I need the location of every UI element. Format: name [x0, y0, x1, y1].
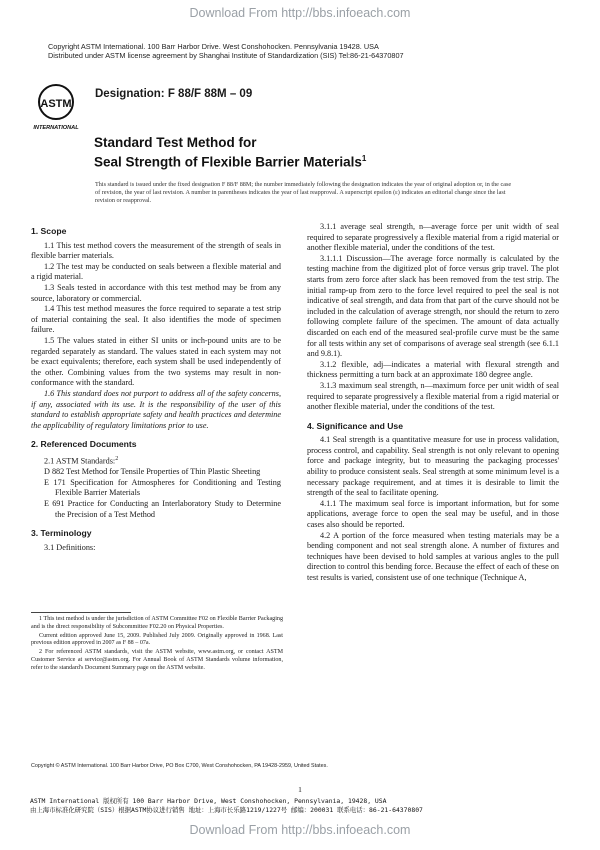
- scope-heading: 1. Scope: [31, 226, 67, 236]
- para-3-1-1-1: 3.1.1.1 Discussion—The average force normally is calculated by the testing machine from the digitized plot of force versus grip travel. The plot starts from zero force after slack has been removed from the test strip. The initial ramp-up from zero to the force level required to peel the seal is not indicative of seal strength, and data from that part of the curve should not be included in the calculation of average strength, nor should the return to zero following complete failure of the specimen. The amount of data actually discarded on each end of the measured seal-profile curve must be the same for all tests within any set of comparisons of average seal strength (see 6.1.1 and 9.8.1).: [307, 253, 559, 359]
- header-distribution: Distributed under ASTM license agreement by Shanghai Institute of Standardization (SIS) Tel:86-21-64370807: [48, 51, 404, 60]
- para-1-2: 1.2 The test may be conducted on seals between a flexible material and a rigid material.: [31, 261, 281, 282]
- title-footnote-mark: 1: [361, 154, 367, 163]
- astm-logo: [30, 80, 82, 132]
- para-4-1-1: 4.1.1 The maximum seal force is important information, but for some applications, average force to open the seal may be useful, and in those cases also should be reported.: [307, 498, 559, 530]
- footnote-2: 2 For referenced ASTM standards, visit the ASTM website, www.astm.org, or contact ASTM Customer Service at service@astm.org. For Annual Book of ASTM Standards volume information, refer to the standard's Document Summary page on the ASTM website.: [31, 649, 283, 671]
- standard-notice: This standard is issued under the fixed designation F 88/F 88M; the number immediately following the designation indicates the year of original adoption or, in the case of revision, the year of last revision. A number in parentheses indicates the year of last reapproval. A superscript epsilon (ε) indicates an editorial change since the last revision or reapproval.: [95, 181, 512, 204]
- para-1-6: 1.6 This standard does not purport to address all of the safety concerns, if any, associated with its use. It is the responsibility of the user of this standard to establish appropriate safety and health practices and determine the applicability of regulatory limitations prior to use.: [31, 388, 281, 430]
- footnote-1: 1 This test method is under the jurisdiction of ASTM Committee F02 on Flexible Barrier Packaging and is the direct responsibility of Subcommittee F02.20 on Physical Properties.: [31, 616, 283, 630]
- significance-heading: 4. Significance and Use: [307, 420, 403, 431]
- footnote-rule: [31, 612, 131, 613]
- watermark-top: Download From http://bbs.infoeach.com: [189, 6, 411, 20]
- para-3-1: 3.1 Definitions:: [44, 542, 96, 552]
- page-number: 1: [298, 785, 302, 794]
- watermark-bottom: Download From http://bbs.infoeach.com: [189, 823, 411, 837]
- para-3-1-2: 3.1.2 flexible, adj—indicates a material with flexural strength and thickness permitting a turn back at an approximate 180 degree angle.: [307, 359, 559, 380]
- footnotes: [31, 616, 283, 674]
- footnote-1-edition: Current edition approved June 15, 2009. Published July 2009. Originally approved in 1968. Last previous edition approved in 2007 as F 88 – 07a.: [31, 632, 283, 647]
- para-4-2: 4.2 A portion of the force measured when testing materials may be a bending component and not seal strength alone. A number of fixtures and techniques have been devised to hold samples at various angles to the pull direction to control this bending force. Because the effect of each of these on test results is varied, consistent use of one technique (Technique A,: [307, 530, 559, 582]
- para-1-1: 1.1 This test method covers the measurement of the strength of seals in flexible barrier materials.: [31, 240, 281, 261]
- reference-e171[interactable]: E 171 Specification for Atmospheres for Conditioning and Testing Flexible Barrier Materials: [44, 477, 281, 498]
- document-title: [94, 135, 366, 171]
- para-1-5: 1.5 The values stated in either SI units or inch-pound units are to be regarded separately as standard. The values stated in each system may not be exact equivalents; therefore, each system shall be used independently of the other. Combining values from the two systems may result in non-conformance with the standard.: [31, 335, 281, 388]
- designation: Designation: F 88/F 88M – 09: [95, 88, 253, 100]
- logo-caption: INTERNATIONAL: [33, 125, 79, 131]
- title-line-2: Seal Strength of Flexible Barrier Materials$^1$: [94, 154, 367, 170]
- para-2-1: 2.1 ASTM Standards:$^2$: [44, 455, 119, 466]
- para-1-4: 1.4 This test method measures the force required to separate a test strip of material containing the seal. It also identifies the mode of specimen failure.: [31, 304, 281, 335]
- reference-d882[interactable]: D 882 Test Method for Tensile Properties of Thin Plastic Sheeting: [44, 467, 261, 477]
- para-3-1-1: 3.1.1 average seal strength, n—average force per unit width of seal required to separate progressively a flexible material from a rigid material or another flexible material, under the conditions of the test.: [307, 222, 559, 253]
- terminology-heading: 3. Terminology: [31, 528, 92, 539]
- left-column: [31, 226, 281, 553]
- header-copyright: Copyright ASTM International. 100 Barr Harbor Drive. West Conshohocken. Pennsylvania 19428. USA: [48, 42, 379, 51]
- right-column: [307, 222, 559, 584]
- para-3-1-3: 3.1.3 maximum seal strength, n—maximum force per unit width of seal required to separate progressively a flexible material from a rigid material or another flexible material, under the conditions of the test.: [307, 380, 559, 412]
- bottom-line-1: ASTM International 版权所有 100 Barr Harbor Drive, West Conshohocken, Pennsylvania, 19428, USA: [30, 797, 387, 805]
- copyright-footer: Copyright © ASTM International. 100 Barr Harbor Drive, PO Box C700, West Conshohocken, PA 19428-2959, United States.: [31, 763, 328, 769]
- bottom-line-2: 由上海市标准化研究院（SIS）根据ASTM协议进行销售 地址：上海市长乐路1219/1227号 邮编：200031 联系电话：86-21-64370807: [30, 806, 423, 814]
- referenced-documents-heading: 2. Referenced Documents: [31, 439, 137, 450]
- para-2-1-sup: 2: [115, 455, 119, 462]
- logo-text: ASTM: [40, 98, 72, 110]
- reference-e691[interactable]: E 691 Practice for Conducting an Interlaboratory Study to Determine the Precision of a Test Method: [44, 498, 281, 519]
- para-4-1: 4.1 Seal strength is a quantitative measure for use in process validation, process control, and capability. Seal strength is not only relevant to opening force and package integrity, but to measuring the packaging processes' ability to produce consistent seals. Seal strength at some minimum level is a necessary package requirement, and at times it is desirable to limit the strength of the seal to facilitate opening.: [307, 435, 559, 498]
- para-1-3: 1.3 Seals tested in accordance with this test method may be from any source, laboratory or commercial.: [31, 282, 281, 303]
- title-line-1: Standard Test Method for: [94, 135, 257, 150]
